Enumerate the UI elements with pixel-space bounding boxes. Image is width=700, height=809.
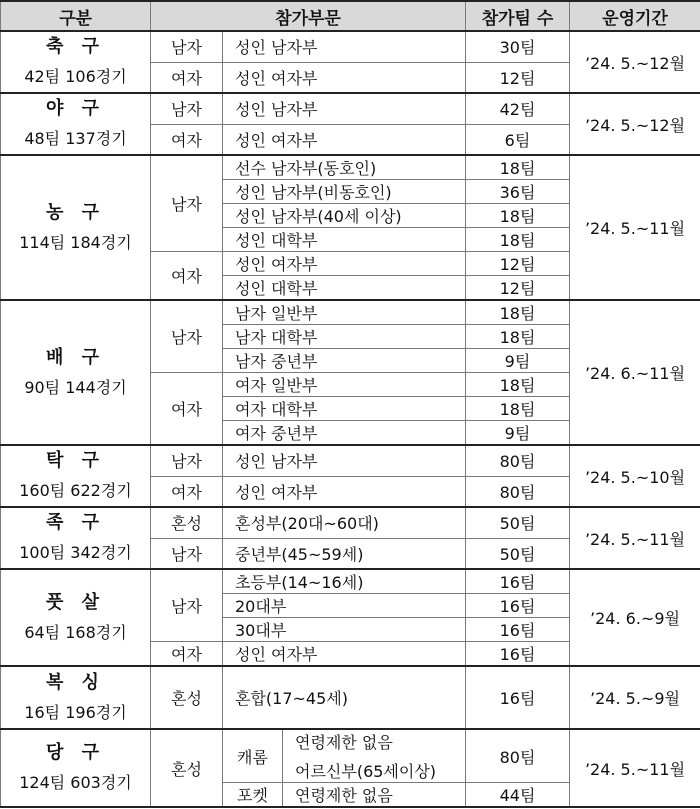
teams-cell: 9팀 [466, 421, 570, 446]
gender-cell: 여자 [151, 476, 223, 507]
category-basketball: 농 구 114팀 184경기 [1, 155, 151, 300]
gender-cell: 남자 [151, 155, 223, 252]
teams-cell: 16팀 [466, 618, 570, 642]
teams-cell: 16팀 [466, 666, 570, 729]
division-line: 연령제한 없음 [295, 733, 393, 752]
category-soccer: 축 구 42팀 106경기 [1, 31, 151, 93]
period-cell: ’24. 6.~9월 [570, 569, 700, 666]
division-cell: 20대부 [223, 594, 466, 618]
division-cell: 30대부 [223, 618, 466, 642]
teams-cell: 18팀 [466, 397, 570, 421]
division-cell: 초등부(14~16세) [223, 569, 466, 594]
division-cell: 성인 대학부 [223, 276, 466, 301]
division-cell: 중년부(45~59세) [223, 538, 466, 569]
category-baseball: 야 구 48팀 137경기 [1, 93, 151, 155]
gender-cell: 남자 [151, 93, 223, 124]
teams-cell: 18팀 [466, 300, 570, 325]
division-line: 어르신부(65세이상) [295, 762, 437, 781]
division-cell: 성인 여자부 [223, 476, 466, 507]
sub-category-cell: 캐롬 [223, 729, 283, 783]
division-cell: 성인 여자부 [223, 642, 466, 667]
division-cell: 혼성부(20대~60대) [223, 507, 466, 538]
teams-cell: 80팀 [466, 445, 570, 476]
gender-cell: 여자 [151, 373, 223, 446]
gender-cell: 여자 [151, 124, 223, 155]
period-cell: ’24. 5.~12월 [570, 93, 700, 155]
gender-cell: 남자 [151, 445, 223, 476]
teams-cell: 12팀 [466, 252, 570, 276]
teams-cell: 18팀 [466, 373, 570, 397]
category-boxing: 복 싱 16팀 196경기 [1, 666, 151, 729]
gender-cell: 남자 [151, 569, 223, 642]
category-futsal: 풋 살 64팀 168경기 [1, 569, 151, 666]
period-cell: ’24. 6.~11월 [570, 300, 700, 445]
teams-cell: 18팀 [466, 325, 570, 349]
gender-cell: 혼성 [151, 729, 223, 807]
teams-cell: 50팀 [466, 507, 570, 538]
period-cell: ’24. 5.~11월 [570, 729, 700, 807]
category-table-tennis: 탁 구 160팀 622경기 [1, 445, 151, 507]
division-cell: 여자 일반부 [223, 373, 466, 397]
division-cell: 선수 남자부(동호인) [223, 155, 466, 180]
header-division: 참가부문 [151, 1, 466, 31]
division-cell: 성인 남자부(40세 이상) [223, 204, 466, 228]
division-cell: 남자 중년부 [223, 349, 466, 373]
teams-cell: 80팀 [466, 476, 570, 507]
gender-cell: 남자 [151, 31, 223, 62]
teams-cell: 16팀 [466, 594, 570, 618]
teams-cell: 18팀 [466, 155, 570, 180]
period-cell: ’24. 5.~11월 [570, 155, 700, 300]
period-cell: ’24. 5.~10월 [570, 445, 700, 507]
division-cell [283, 729, 466, 783]
teams-cell: 44팀 [466, 783, 570, 808]
period-cell: ’24. 5.~11월 [570, 507, 700, 569]
division-cell: 성인 여자부 [223, 62, 466, 93]
teams-cell: 16팀 [466, 569, 570, 594]
header-period: 운영기간 [570, 1, 700, 31]
gender-cell: 여자 [151, 252, 223, 301]
teams-cell: 36팀 [466, 180, 570, 204]
division-cell: 연령제한 없음 [283, 783, 466, 808]
division-cell: 혼합(17~45세) [223, 666, 466, 729]
teams-cell: 42팀 [466, 93, 570, 124]
division-cell: 성인 남자부 [223, 445, 466, 476]
division-cell: 성인 남자부(비동호인) [223, 180, 466, 204]
header-category: 구분 [1, 1, 151, 31]
period-cell: ’24. 5.~12월 [570, 31, 700, 93]
category-billiards: 당 구 124팀 603경기 [1, 729, 151, 807]
header-teams: 참가팀 수 [466, 1, 570, 31]
teams-cell: 50팀 [466, 538, 570, 569]
teams-cell: 80팀 [466, 729, 570, 783]
division-cell: 남자 대학부 [223, 325, 466, 349]
division-cell: 성인 여자부 [223, 124, 466, 155]
teams-cell: 30팀 [466, 31, 570, 62]
teams-cell: 9팀 [466, 349, 570, 373]
division-cell: 성인 남자부 [223, 93, 466, 124]
period-cell: ’24. 5.~9월 [570, 666, 700, 729]
gender-cell: 여자 [151, 642, 223, 667]
gender-cell: 혼성 [151, 666, 223, 729]
category-foot-volleyball: 족 구 100팀 342경기 [1, 507, 151, 569]
division-cell: 성인 여자부 [223, 252, 466, 276]
teams-cell: 18팀 [466, 228, 570, 252]
gender-cell: 여자 [151, 62, 223, 93]
teams-cell: 6팀 [466, 124, 570, 155]
division-cell: 남자 일반부 [223, 300, 466, 325]
sub-category-cell: 포켓 [223, 783, 283, 808]
division-cell: 성인 대학부 [223, 228, 466, 252]
gender-cell: 남자 [151, 300, 223, 373]
gender-cell: 남자 [151, 538, 223, 569]
division-cell: 여자 중년부 [223, 421, 466, 446]
division-cell: 성인 남자부 [223, 31, 466, 62]
category-volleyball: 배 구 90팀 144경기 [1, 300, 151, 445]
teams-cell: 18팀 [466, 204, 570, 228]
division-cell: 여자 대학부 [223, 397, 466, 421]
teams-cell: 12팀 [466, 62, 570, 93]
teams-cell: 16팀 [466, 642, 570, 667]
teams-cell: 12팀 [466, 276, 570, 301]
gender-cell: 혼성 [151, 507, 223, 538]
